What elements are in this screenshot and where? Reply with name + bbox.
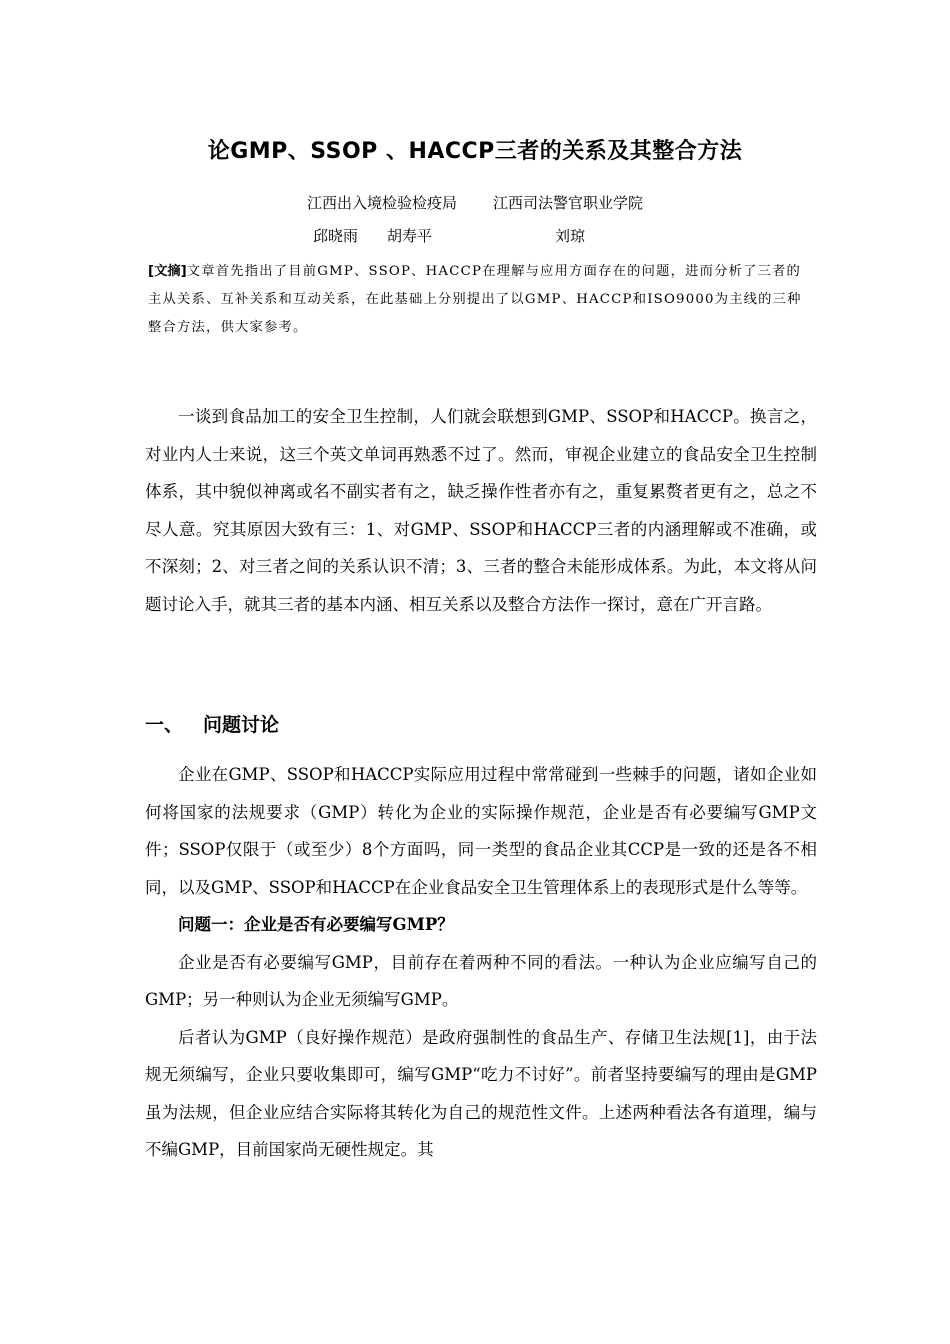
- affiliations: [0, 192, 950, 214]
- question-paragraph-1: 企业是否有必要编写GMP，目前存在着两种不同的看法。一种认为企业应编写自己的GMP；另一种则认为企业无须编写GMP。: [145, 952, 817, 1009]
- section-heading: [145, 706, 279, 744]
- section-body: [145, 756, 817, 1169]
- author-2: 胡寿平: [387, 227, 433, 245]
- abstract-text: 文章首先指出了目前GMP、SSOP、HACCP在理解与应用方面存在的问题，进而分析了三者的主从关系、互补关系和互动关系，在此基础上分别提出了以GMP、HACCP和ISO9000为主线的三种整合方法，供大家参考。: [148, 264, 802, 335]
- section-number: 一、: [145, 714, 184, 736]
- document-title: 论GMP、SSOP 、HACCP三者的关系及其整合方法: [207, 139, 743, 164]
- question-paragraph-2: 后者认为GMP（良好操作规范）是政府强制性的食品生产、存储卫生法规[1]，由于法规无须编写，企业只要收集即可，编写GMP“吃力不讨好”。前者坚持要编写的理由是GMP虽为法规，但企业应结合实际将其转化为自己的规范性文件。上述两种看法各有道理，编与不编GMP，目前国家尚无硬性规定。其: [145, 1027, 817, 1159]
- abstract: [148, 258, 812, 342]
- section-paragraph: 企业在GMP、SSOP和HACCP实际应用过程中常常碰到一些棘手的问题，诸如企业如何将国家的法规要求（GMP）转化为企业的实际操作规范，企业是否有必要编写GMP文件；SSOP仅限于（或至少）8个方面吗，同一类型的食品企业其CCP是一致的还是各不相同，以及GMP、SSOP和HACCP在企业食品安全卫生管理体系上的表现形式是什么等等。: [145, 765, 817, 897]
- abstract-label: [文摘]: [148, 264, 187, 279]
- section-title: 问题讨论: [203, 714, 280, 736]
- intro-section: [145, 398, 817, 623]
- intro-paragraph: 一谈到食品加工的安全卫生控制，人们就会联想到GMP、SSOP和HACCP。换言之，对业内人士来说，这三个英文单词再熟悉不过了。然而，审视企业建立的食品安全卫生控制体系，其中貌似神离或名不副实者有之，缺乏操作性者亦有之，重复累赘者更有之，总之不尽人意。究其原因大致有三：1、对GMP、SSOP和HACCP三者的内涵理解或不准确，或不深刻；2、对三者之间的关系认识不清；3、三者的整合未能形成体系。为此，本文将从问题讨论入手，就其三者的基本内涵、相互关系以及整合方法作一探讨，意在广开言路。: [145, 407, 817, 614]
- question-heading: 问题一：企业是否有必要编写GMP？: [178, 915, 454, 934]
- author-3: 刘琼: [555, 227, 586, 245]
- affiliation-2: 江西司法警官职业学院: [493, 194, 644, 212]
- author-1: 邱晓雨: [313, 227, 359, 245]
- affiliation-1: 江西出入境检验检疫局: [306, 194, 457, 212]
